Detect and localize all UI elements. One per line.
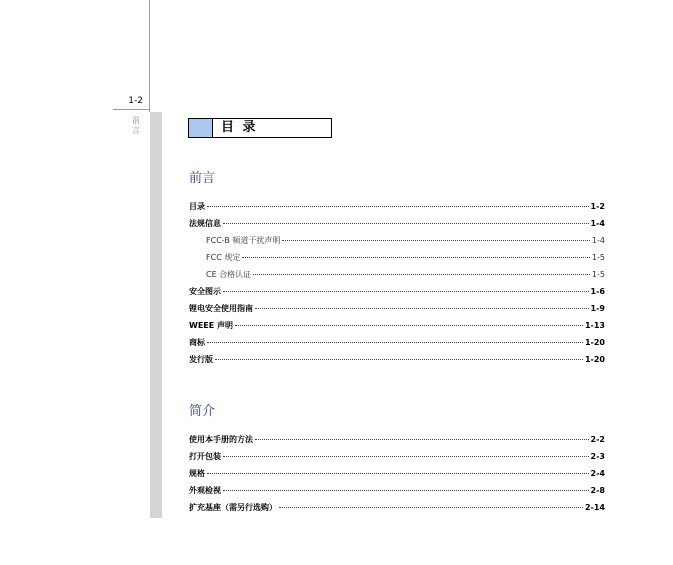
toc-entry[interactable] [189,218,605,230]
toc-leader-dots [223,456,589,457]
toc-entry-page: 1-4 [591,236,605,245]
toc-leader-dots [235,325,583,326]
title-color-swatch [189,119,213,137]
toc-entry-page: 2-3 [590,452,605,461]
toc-entry-page: 1-5 [591,253,605,262]
toc-entry[interactable] [189,337,605,349]
toc-entry-page: 2-4 [590,469,605,478]
toc-entry-page: 1-2 [590,202,605,211]
toc-entry-label: 打开包装 [189,452,221,461]
toc-entry-page: 1-20 [584,355,605,364]
toc-entry[interactable] [189,354,605,366]
toc-entry-label: FCC 规定 [206,253,241,262]
toc-entry-label: 锂电安全使用指南 [189,304,253,313]
toc-leader-dots [207,206,589,207]
toc-entry-label: 外观检视 [189,486,221,495]
toc-title-box [188,118,332,138]
toc-entry-page: 1-4 [590,219,605,228]
toc-leader-dots [223,291,589,292]
toc-entry[interactable] [189,451,605,463]
toc-entry-label: CE 合格认证 [206,270,252,279]
toc-subentry[interactable] [206,235,605,247]
toc-entry-page: 2-2 [590,435,605,444]
toc-leader-dots [207,473,589,474]
toc-entry-label: FCC-B 频道干扰声明 [206,236,281,245]
toc-entry-label: 目录 [189,202,205,211]
toc-entry-label: 扩充基座（需另行选购） [189,503,277,512]
toc-entry-label: 发行版 [189,355,213,364]
toc-entry[interactable] [189,201,605,213]
toc-entry[interactable] [189,320,605,332]
toc-entry-label: 商标 [189,338,205,347]
toc-entry-page: 1-9 [590,304,605,313]
toc-leader-dots [242,257,590,258]
toc-entry-page: 2-14 [584,503,605,512]
toc-entry-label: 使用本手册的方法 [189,435,253,444]
toc-entry-label: 规格 [189,469,205,478]
toc-leader-dots [215,359,583,360]
toc-subentry[interactable] [206,252,605,264]
margin-vertical-rule [149,0,150,112]
toc-leader-dots [279,507,583,508]
toc-entry[interactable] [189,502,605,514]
toc-entry-page: 1-5 [591,270,605,279]
toc-leader-dots [223,490,589,491]
toc-leader-dots [253,274,590,275]
toc-entry[interactable] [189,303,605,315]
toc-entry-label: WEEE 声明 [189,321,234,330]
toc-entry-page: 1-13 [584,321,605,330]
side-chapter-label: 前言 [132,116,140,135]
toc-entry-page: 1-20 [584,338,605,347]
toc-leader-dots [255,439,589,440]
page-number-rule [113,109,150,110]
toc-entry-label: 安全图示 [189,287,221,296]
toc-entry[interactable] [189,468,605,480]
toc-entry[interactable] [189,286,605,298]
toc-leader-dots [223,223,589,224]
toc-entry[interactable] [189,485,605,497]
toc-title: 目 录 [221,120,258,135]
toc-entry-page: 2-8 [590,486,605,495]
toc-leader-dots [207,342,583,343]
margin-gray-bar [150,112,162,518]
toc-entry-label: 法规信息 [189,219,221,228]
toc-entry[interactable] [189,434,605,446]
section-heading-preface: 前言 [189,171,216,186]
toc-subentry[interactable] [206,269,605,281]
toc-entry-page: 1-6 [590,287,605,296]
toc-leader-dots [282,240,590,241]
page-number: 1-2 [128,96,143,106]
section-heading-introduction: 简介 [189,404,216,419]
toc-leader-dots [255,308,589,309]
